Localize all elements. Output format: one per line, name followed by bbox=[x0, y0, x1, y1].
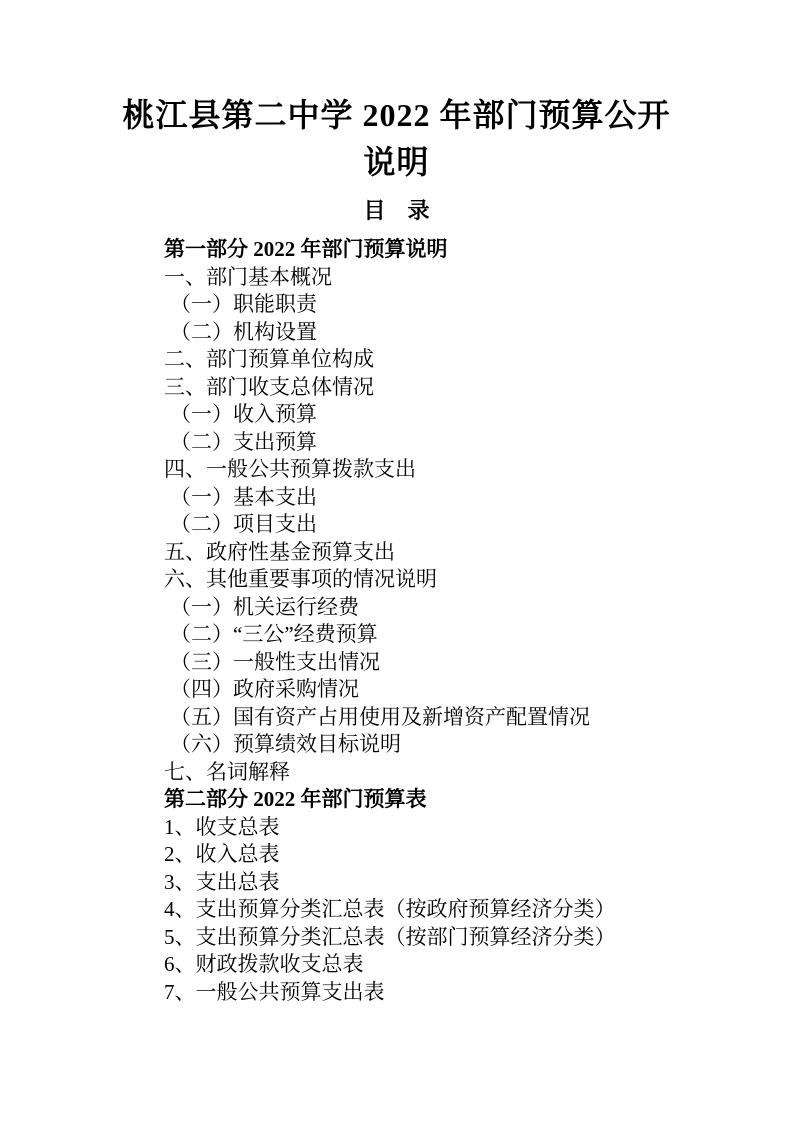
toc-item-3-1-revenue-budget: （一）收入预算 bbox=[170, 402, 317, 426]
toc-item-4-2-project-expense: （二）项目支出 bbox=[170, 512, 317, 536]
toc-item-table-4: 4、支出预算分类汇总表（按政府预算经济分类） bbox=[164, 897, 616, 921]
toc-list bbox=[164, 236, 793, 1006]
toc-item-6-2-three-public: （二）“三公”经费预算 bbox=[170, 622, 378, 646]
toc-item-6-other-matters: 六、其他重要事项的情况说明 bbox=[164, 567, 437, 591]
document-title-line2: 说明 bbox=[363, 144, 430, 180]
toc-item-table-6: 6、财政拨款收支总表 bbox=[164, 952, 364, 976]
toc-item-6-3-general-expense: （三）一般性支出情况 bbox=[170, 649, 380, 674]
toc-item-6-5-state-assets: （五）国有资产占用使用及新增资产配置情况 bbox=[170, 704, 590, 729]
toc-item-4-public-budget: 四、一般公共预算拨款支出 bbox=[164, 457, 416, 481]
toc-item-2-budget-units: 二、部门预算单位构成 bbox=[164, 347, 374, 371]
toc-item-6-4-procurement: （四）政府采购情况 bbox=[170, 677, 359, 701]
toc-heading: 目 录 bbox=[363, 198, 430, 223]
toc-item-part2-heading: 第二部分 2022 年部门预算表 bbox=[164, 787, 427, 811]
toc-item-6-1-operating-funds: （一）机关运行经费 bbox=[170, 594, 359, 619]
toc-item-table-1: 1、收支总表 bbox=[164, 814, 280, 839]
toc-item-5-govt-fund: 五、政府性基金预算支出 bbox=[164, 539, 395, 564]
toc-item-1-1-duties: （一）职能职责 bbox=[170, 292, 317, 316]
toc-item-4-1-basic-expense: （一）基本支出 bbox=[170, 484, 317, 509]
toc-item-7-glossary: 七、名词解释 bbox=[164, 759, 290, 784]
document-title-line1: 桃江县第二中学 2022 年部门预算公开 bbox=[122, 97, 671, 133]
document-title bbox=[0, 92, 793, 186]
toc-item-table-7: 7、一般公共预算支出表 bbox=[164, 979, 385, 1004]
toc-item-part1-heading: 第一部分 2022 年部门预算说明 bbox=[164, 237, 448, 261]
toc-item-6-6-performance-goal: （六）预算绩效目标说明 bbox=[170, 732, 401, 756]
toc-item-1-dept-overview: 一、部门基本概况 bbox=[164, 264, 332, 289]
toc-item-3-2-expense-budget: （二）支出预算 bbox=[170, 429, 317, 454]
toc-item-3-revenue-expense: 三、部门收支总体情况 bbox=[164, 374, 374, 399]
toc-item-table-5: 5、支出预算分类汇总表（按部门预算经济分类） bbox=[164, 924, 616, 949]
toc-item-table-2: 2、收入总表 bbox=[164, 842, 280, 866]
toc-item-1-2-org-setup: （二）机构设置 bbox=[170, 319, 317, 344]
toc-item-table-3: 3、支出总表 bbox=[164, 869, 280, 894]
